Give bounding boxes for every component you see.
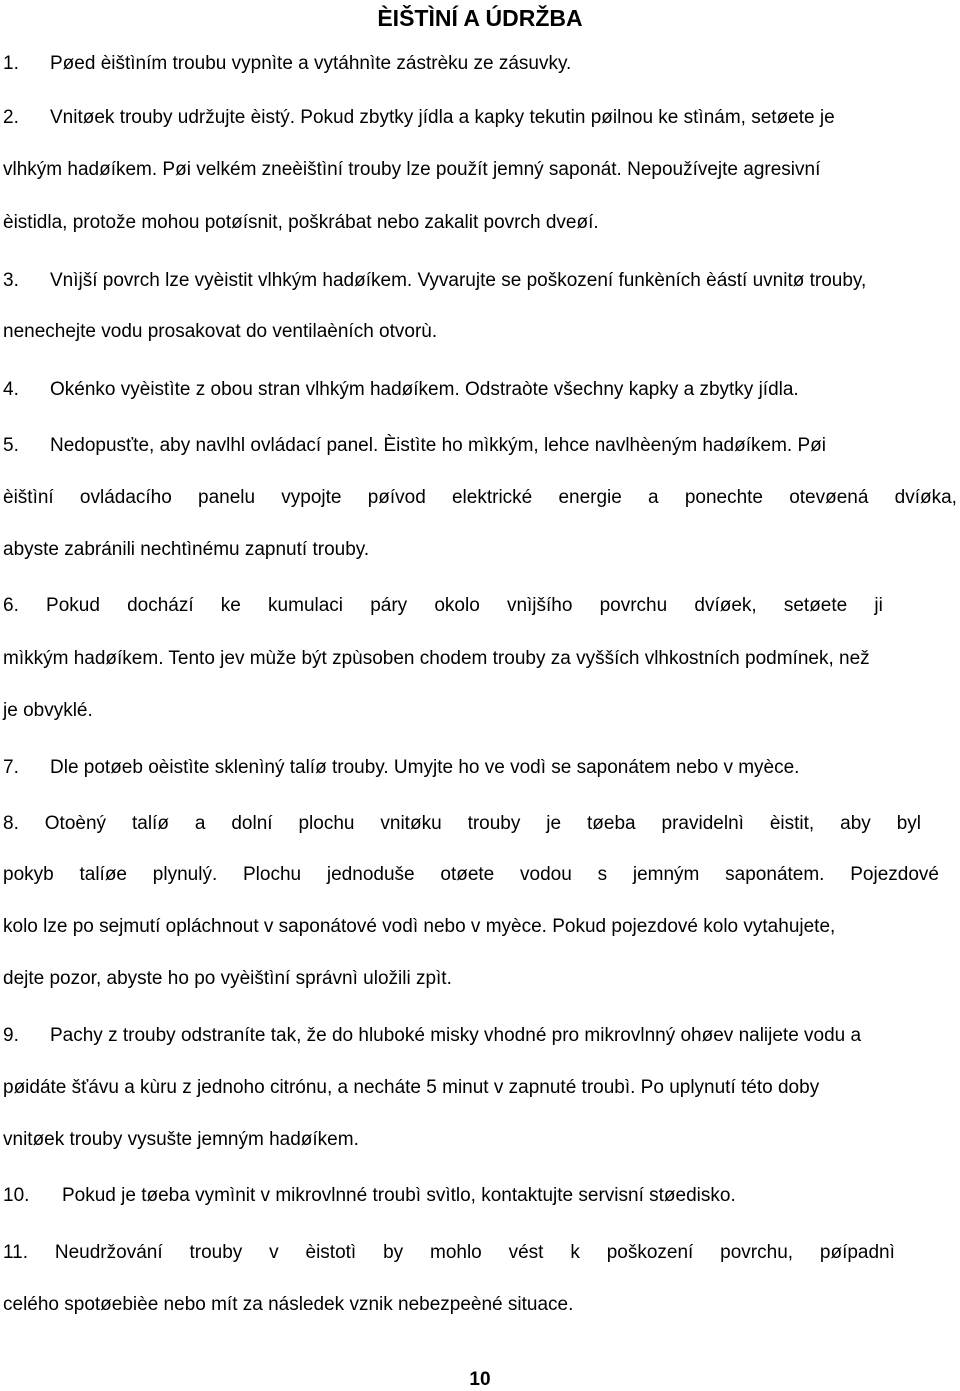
word: ke	[220, 595, 241, 616]
list-item-line	[3, 757, 957, 779]
list-item-line: je obvyklé.	[3, 700, 93, 721]
page-number: 10	[469, 1369, 491, 1390]
word: trouby	[467, 813, 521, 834]
word: Otoèný	[44, 813, 107, 834]
word: plochu	[298, 813, 355, 834]
list-item-line: pøidáte šťávu a kùru z jednoho citrónu, a necháte 5 minut v zapnuté troubì. Po uplynutí této doby	[3, 1077, 820, 1098]
word: vnitøku	[380, 813, 442, 834]
word: vnìjšího	[506, 595, 573, 616]
item-number: 6.	[3, 595, 19, 616]
item-number: 9.	[3, 1025, 19, 1046]
word: povrchu,	[720, 1242, 794, 1263]
word: pøívod	[367, 487, 426, 508]
word: dvíøka,	[894, 487, 957, 508]
word: povrchu	[599, 595, 668, 616]
word: dolní	[231, 813, 273, 834]
item-number: 10.	[3, 1185, 30, 1206]
list-item-line	[3, 107, 957, 129]
word: tøeba	[587, 813, 636, 834]
word: dvíøek,	[694, 595, 757, 616]
item-number: 8.	[3, 813, 19, 834]
justified-line	[3, 487, 957, 509]
word: vodou	[520, 864, 572, 885]
word: by	[383, 1242, 404, 1263]
word: aby	[840, 813, 871, 834]
list-item-line	[3, 435, 957, 457]
word: otevøená	[789, 487, 869, 508]
list-item-line: kolo lze po sejmutí opláchnout v saponátové vodì nebo v myèce. Pokud pojezdové kolo vytahujete,	[3, 916, 836, 937]
word: saponátem.	[725, 864, 825, 885]
word: dochází	[127, 595, 194, 616]
list-item-line	[3, 1185, 957, 1207]
word: vypojte	[281, 487, 342, 508]
justified-line	[3, 595, 883, 617]
justified-line	[3, 1242, 895, 1264]
item-number: 5.	[3, 435, 19, 456]
word: Neudržování	[54, 1242, 163, 1263]
list-item-line: abyste zabránili nechtìnému zapnutí trouby.	[3, 539, 370, 560]
word: Pokud	[46, 595, 100, 616]
item-number: 4.	[3, 379, 19, 400]
item-number: 7.	[3, 757, 19, 778]
justified-line	[3, 813, 921, 835]
list-item-line	[3, 1025, 957, 1047]
word: v	[269, 1242, 279, 1263]
word: Pojezdové	[850, 864, 939, 885]
word: mohlo	[430, 1242, 482, 1263]
word: energie	[558, 487, 622, 508]
word: otøete	[440, 864, 495, 885]
word: ji	[874, 595, 883, 616]
word: plynulý.	[152, 864, 218, 885]
word: èištìní	[3, 487, 54, 508]
word: panelu	[198, 487, 256, 508]
word: k	[570, 1242, 580, 1263]
list-item-line	[3, 270, 957, 292]
word: Plochu	[243, 864, 302, 885]
word: je	[546, 813, 562, 834]
word: poškození	[606, 1242, 694, 1263]
item-text: Vnìjší povrch lze vyèistit vlhkým hadøíkem. Vyvarujte se poškození funkèních èástí uvnitø trouby,	[50, 270, 867, 291]
item-number: 2.	[3, 107, 19, 128]
word: elektrické	[451, 487, 533, 508]
list-item-line: nenechejte vodu prosakovat do ventilaèních otvorù.	[3, 321, 438, 342]
word: trouby	[189, 1242, 243, 1263]
item-text: Dle potøeb oèistìte sklenìný talíø trouby. Umyjte ho ve vodì se saponátem nebo v myèce.	[50, 757, 800, 778]
word: talíø	[131, 813, 169, 834]
word: jednoduše	[326, 864, 415, 885]
word: setøete	[783, 595, 848, 616]
list-item-line: vlhkým hadøíkem. Pøi velkém zneèištìní trouby lze použít jemný saponát. Nepoužívejte agresivní	[3, 159, 821, 180]
list-item-line: dejte pozor, abyste ho po vyèištìní správnì uložili zpìt.	[3, 968, 452, 989]
word: byl	[896, 813, 921, 834]
word: s	[597, 864, 608, 885]
item-text: Okénko vyèistìte z obou stran vlhkým hadøíkem. Odstraòte všechny kapky a zbytky jídla.	[50, 379, 799, 400]
item-text: Nedopusťte, aby navlhl ovládací panel. Èistìte ho mìkkým, lehce navlhèeným hadøíkem. Pøi	[50, 435, 826, 456]
word: pravidelnì	[661, 813, 744, 834]
word: jemným	[632, 864, 700, 885]
list-item-line: èistidla, protože mohou potøísnit, poškrábat nebo zakalit povrch dveøí.	[3, 212, 599, 233]
item-number: 3.	[3, 270, 19, 291]
item-text: Pøed èištìním troubu vypnìte a vytáhnìte zástrèku ze zásuvky.	[50, 53, 572, 74]
justified-line	[3, 864, 939, 886]
word: ovládacího	[79, 487, 172, 508]
word: a	[648, 487, 659, 508]
list-item-line	[3, 53, 957, 75]
word: pøípadnì	[819, 1242, 895, 1263]
word: èistit,	[769, 813, 815, 834]
list-item-line	[3, 379, 957, 401]
list-item-line: celého spotøebièe nebo mít za následek vznik nebezpeèné situace.	[3, 1294, 574, 1315]
word: a	[194, 813, 206, 834]
word: ponechte	[684, 487, 763, 508]
word: páry	[370, 595, 408, 616]
word: kumulaci	[268, 595, 344, 616]
list-item-line: mìkkým hadøíkem. Tento jev mùže být zpùsoben chodem trouby za vyšších vlhkostních podmínek, než	[3, 648, 870, 669]
item-number: 11.	[3, 1242, 29, 1263]
item-text: Pokud je tøeba vymìnit v mikrovlnné troubì svìtlo, kontaktujte servisní støedisko.	[62, 1185, 736, 1206]
word: talíøe	[79, 864, 128, 885]
word: pokyb	[3, 864, 54, 885]
page-title: ÈIŠTÌNÍ A ÚDRŽBA	[377, 5, 583, 31]
word: èistotì	[305, 1242, 357, 1263]
item-text: Vnitøek trouby udržujte èistý. Pokud zbytky jídla a kapky tekutin pøilnou ke stìnám, setøete je	[50, 107, 835, 128]
item-text: Pachy z trouby odstraníte tak, že do hluboké misky vhodné pro mikrovlnný ohøev nalijete vodu a	[50, 1025, 862, 1046]
list-item-line: vnitøek trouby vysušte jemným hadøíkem.	[3, 1129, 359, 1150]
word: okolo	[434, 595, 480, 616]
item-number: 1.	[3, 53, 19, 74]
word: vést	[508, 1242, 544, 1263]
